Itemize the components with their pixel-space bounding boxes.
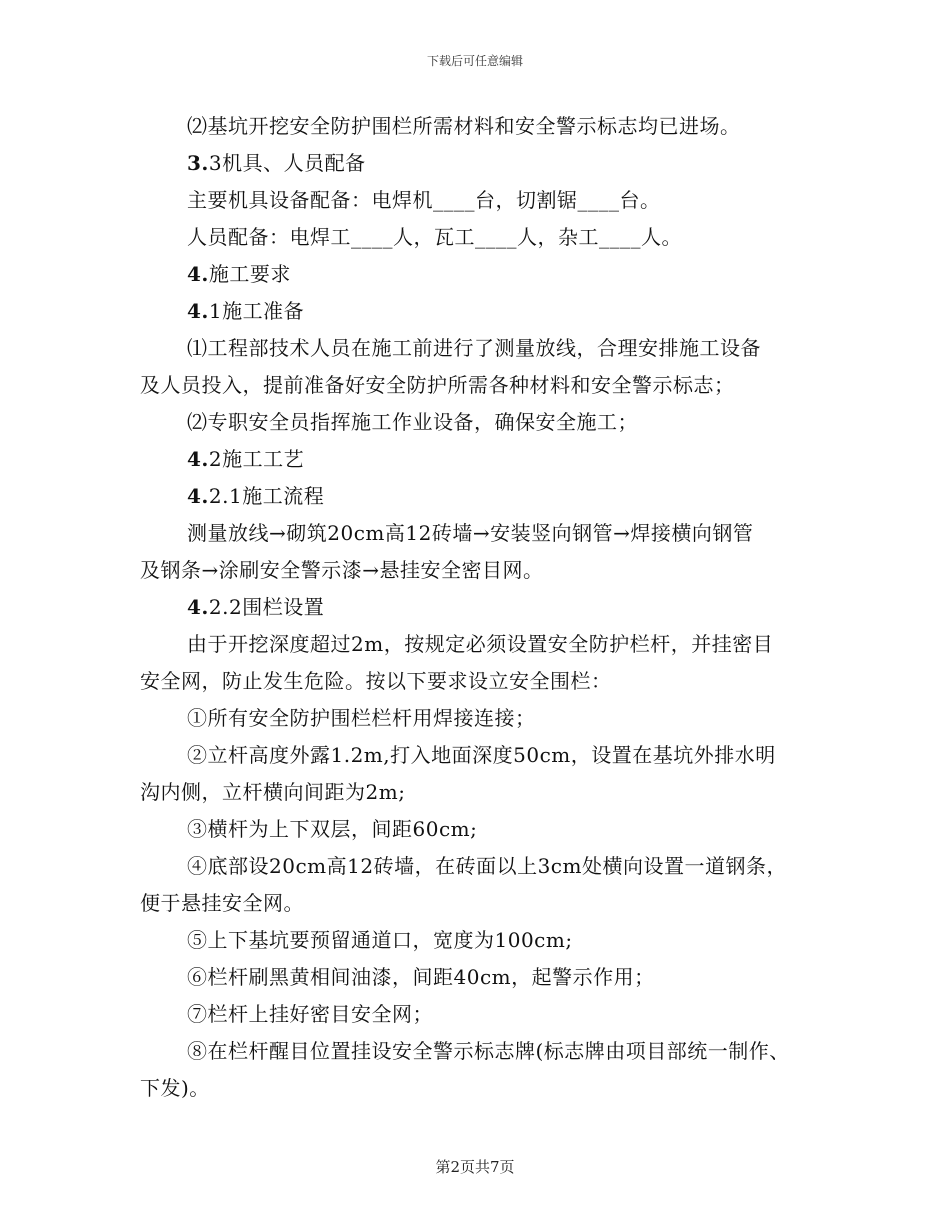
line-text: 主要机具设备配备：电焊机____台，切割锯____台。 [187,188,661,212]
line-text: ⑦栏杆上挂好密目安全网； [187,1002,433,1026]
line-text: 1施工准备 [208,299,305,323]
text-line [140,515,820,552]
line-text: ①所有安全防护围栏栏杆用焊接连接； [187,706,536,730]
line-text: 2.1施工流程 [208,484,325,508]
text-line [140,108,820,145]
line-text: 测量放线→砌筑20cm高12砖墙→安装竖向钢管→焊接横向钢管 [187,521,754,545]
page-header: 下载后可任意编辑 [426,54,523,68]
section-number: 4. [187,447,209,471]
text-line [140,145,820,182]
text-line [140,885,820,922]
section-number: 4. [187,595,209,619]
text-line [140,589,820,626]
text-line [140,922,820,959]
text-line [140,330,820,367]
line-text: ⑵基坑开挖安全防护围栏所需材料和安全警示标志均已进场。 [187,114,741,138]
line-text: 及钢条→涂刷安全警示漆→悬挂安全密目网。 [140,558,544,582]
text-line [140,367,820,404]
line-text: ⑧在栏杆醒目位置挂设安全警示标志牌(标志牌由项目部统一制作、 [187,1039,790,1063]
section-number: 4. [187,484,209,508]
text-line [140,996,820,1033]
line-text: ⑥栏杆刷黑黄相间油漆，间距40cm，起警示作用； [187,965,655,989]
text-line [140,1070,820,1107]
text-line [140,219,820,256]
section-number: 4. [187,262,209,286]
document-body [140,108,820,1107]
text-line [140,774,820,811]
text-line [140,404,820,441]
text-line [140,737,820,774]
text-line [140,848,820,885]
page-footer: 第2页共7页 [435,1158,515,1176]
line-text: 由于开挖深度超过2m，按规定必须设置安全防护栏杆，并挂密目 [187,632,774,656]
line-text: ⑵专职安全员指挥施工作业设备，确保安全施工； [187,410,638,434]
line-text: ④底部设20cm高12砖墙，在砖面以上3cm处横向设置一道钢条， [187,854,787,878]
line-text: 人员配备：电焊工____人，瓦工____人，杂工____人。 [187,225,682,249]
section-number: 4. [187,299,209,323]
line-text: 2.2围栏设置 [208,595,325,619]
text-line [140,1033,820,1070]
line-text: ③横杆为上下双层，间距60cm; [187,817,478,841]
text-line [140,256,820,293]
line-text: 施工要求 [208,262,291,286]
line-text: 3机具、人员配备 [208,151,366,175]
line-text: 及人员投入，提前准备好安全防护所需各种材料和安全警示标志； [140,373,735,397]
text-line [140,441,820,478]
line-text: ⑴工程部技术人员在施工前进行了测量放线，合理安排施工设备 [187,336,761,360]
text-line [140,959,820,996]
text-line [140,478,820,515]
line-text: 2施工工艺 [208,447,305,471]
line-text: 安全网，防止发生危险。按以下要求设立安全围栏： [140,669,612,693]
text-line [140,811,820,848]
line-text: ⑤上下基坑要预留通道口，宽度为100cm; [187,928,573,952]
text-line [140,182,820,219]
text-line [140,293,820,330]
text-line [140,700,820,737]
line-text: 下发)。 [140,1076,210,1100]
section-number: 3. [187,151,209,175]
line-text: 便于悬挂安全网。 [140,891,304,915]
text-line [140,626,820,663]
text-line [140,552,820,589]
line-text: 沟内侧，立杆横向间距为2m; [140,780,406,804]
line-text: ②立杆高度外露1.2m,打入地面深度50cm，设置在基坑外排水明 [187,743,776,767]
text-line [140,663,820,700]
